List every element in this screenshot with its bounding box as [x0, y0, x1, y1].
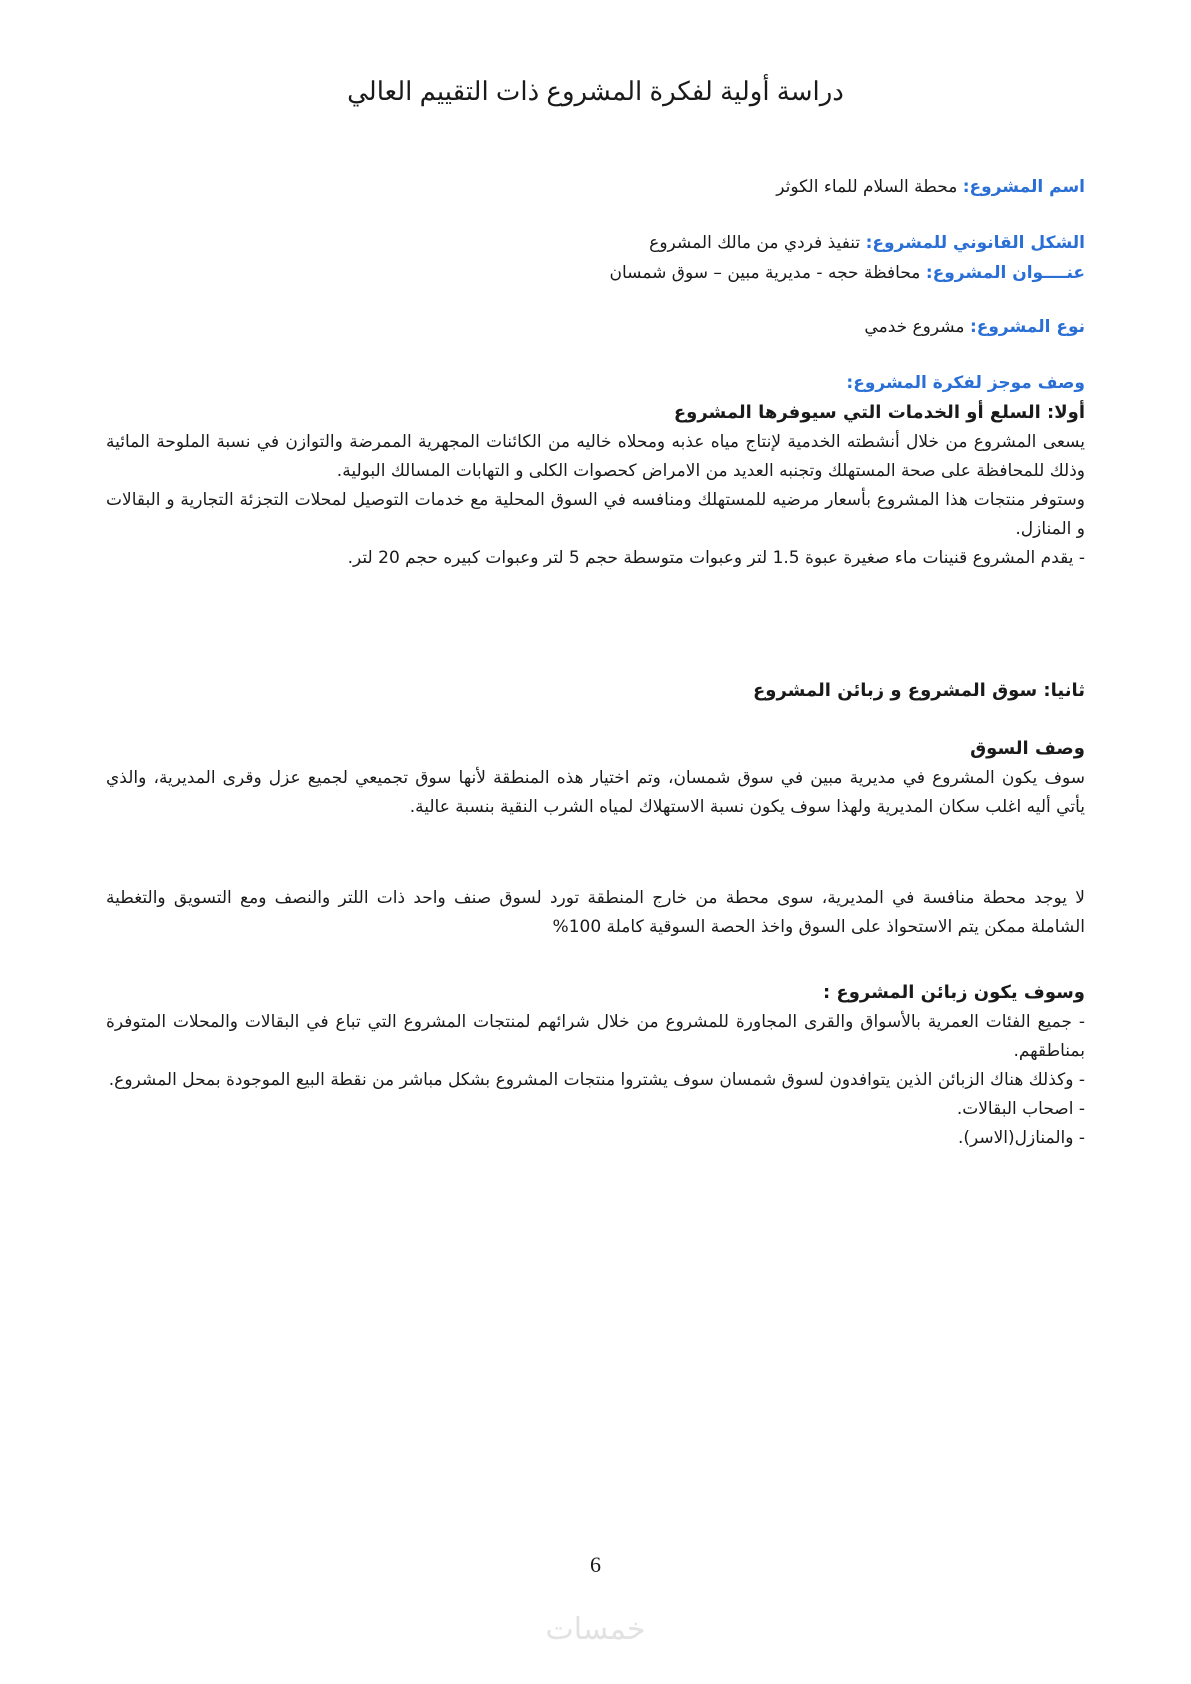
market-paragraph-1: سوف يكون المشروع في مديرية مبين في سوق شمسان، وتم اختيار هذه المنطقة لأنها سوق تجميعي لجميع عزل وقرى المديرية، والذي يأتي أليه اغلب سكان المديرية ولهذا سوف يكون نسبة الاستهلاك لمياه الشرب النقية بنسبة عالية. [106, 768, 1085, 817]
legal-form-field [106, 228, 1085, 258]
project-name-field [106, 172, 1085, 202]
project-name-label: اسم المشروع: [962, 177, 1085, 197]
legal-form-value: تنفيذ فردي من مالك المشروع [649, 233, 861, 253]
market-paragraph-2: لا يوجد محطة منافسة في المديرية، سوى محطة من خارج المنطقة تورد لسوق صنف واحد ذات اللتر والنصف ومع التسويق والتغطية الشاملة ممكن يتم الاستحواذ على السوق واخذ الحصة السوقية كاملة 100% [106, 888, 1085, 937]
section1-heading: أولا: السلع أو الخدمات التي سيوفرها المشروع [673, 402, 1085, 423]
section1-paragraph-3: - يقدم المشروع قنينات ماء صغيرة عبوة 1.5 لتر وعبوات متوسطة حجم 5 لتر وعبوات كبيره حجم 20 لتر. [347, 548, 1085, 568]
legal-form-label: الشكل القانوني للمشروع: [865, 233, 1085, 253]
summary-label: وصف موجز لفكرة المشروع: [846, 373, 1085, 393]
customers-section [106, 978, 1085, 1153]
page-number: 6 [590, 1552, 601, 1577]
customer-bullet-4: - والمنازل(الاسر). [957, 1128, 1085, 1148]
market-description [106, 734, 1085, 822]
project-address-value: محافظة حجه - مديرية مبين – سوق شمسان [609, 263, 921, 283]
customer-bullet-2: - وكذلك هناك الزبائن الذين يتوافدون لسوق شمسان سوف يشتروا منتجات المشروع بشكل مباشر من نقطة البيع الموجودة بمحل المشروع. [108, 1070, 1085, 1090]
project-name-value: محطة السلام للماء الكوثر [776, 177, 958, 197]
document-title: دراسة أولية لفكرة المشروع ذات التقييم العالي [347, 76, 844, 106]
section2-heading: ثانيا: سوق المشروع و زبائن المشروع [752, 680, 1085, 701]
project-address-label: عنــــوان المشروع: [925, 263, 1085, 283]
customer-bullet-1: - جميع الفئات العمرية بالأسواق والقرى المجاورة للمشروع من خلال شرائهم لمنتجات المشروع التي تباع في البقالات والمحلات المتوفرة بمناطقهم. [106, 1012, 1085, 1061]
section1-paragraph-2: وستوفر منتجات هذا المشروع بأسعار مرضيه للمستهلك ومنافسه في السوق المحلية مع خدمات التوصيل لمحلات التجزئة التجارية و البقالات و المنازل. [106, 490, 1085, 539]
project-type-field [106, 312, 1085, 342]
watermark-logo: خمسات [545, 1612, 646, 1647]
project-address-field [106, 258, 1085, 288]
section1-paragraph-1: يسعى المشروع من خلال أنشطته الخدمية لإنتاج مياه عذبه ومحلاه خاليه من الكائنات المجهرية الممرضة والتوازن في نسبة الملوحة المائية وذلك للمحافظة على صحة المستهلك وتجنبه العديد من الامراض كحصوات الكلى و التهابات المسالك البولية. [106, 432, 1085, 481]
section-goods-services [106, 398, 1085, 573]
market-heading: وصف السوق [970, 738, 1085, 759]
project-type-label: نوع المشروع: [969, 317, 1085, 337]
summary-field [106, 368, 1085, 398]
customers-heading: وسوف يكون زبائن المشروع : [822, 982, 1085, 1003]
project-type-value: مشروع خدمي [864, 317, 965, 337]
customer-bullet-3: - اصحاب البقالات. [956, 1099, 1085, 1119]
